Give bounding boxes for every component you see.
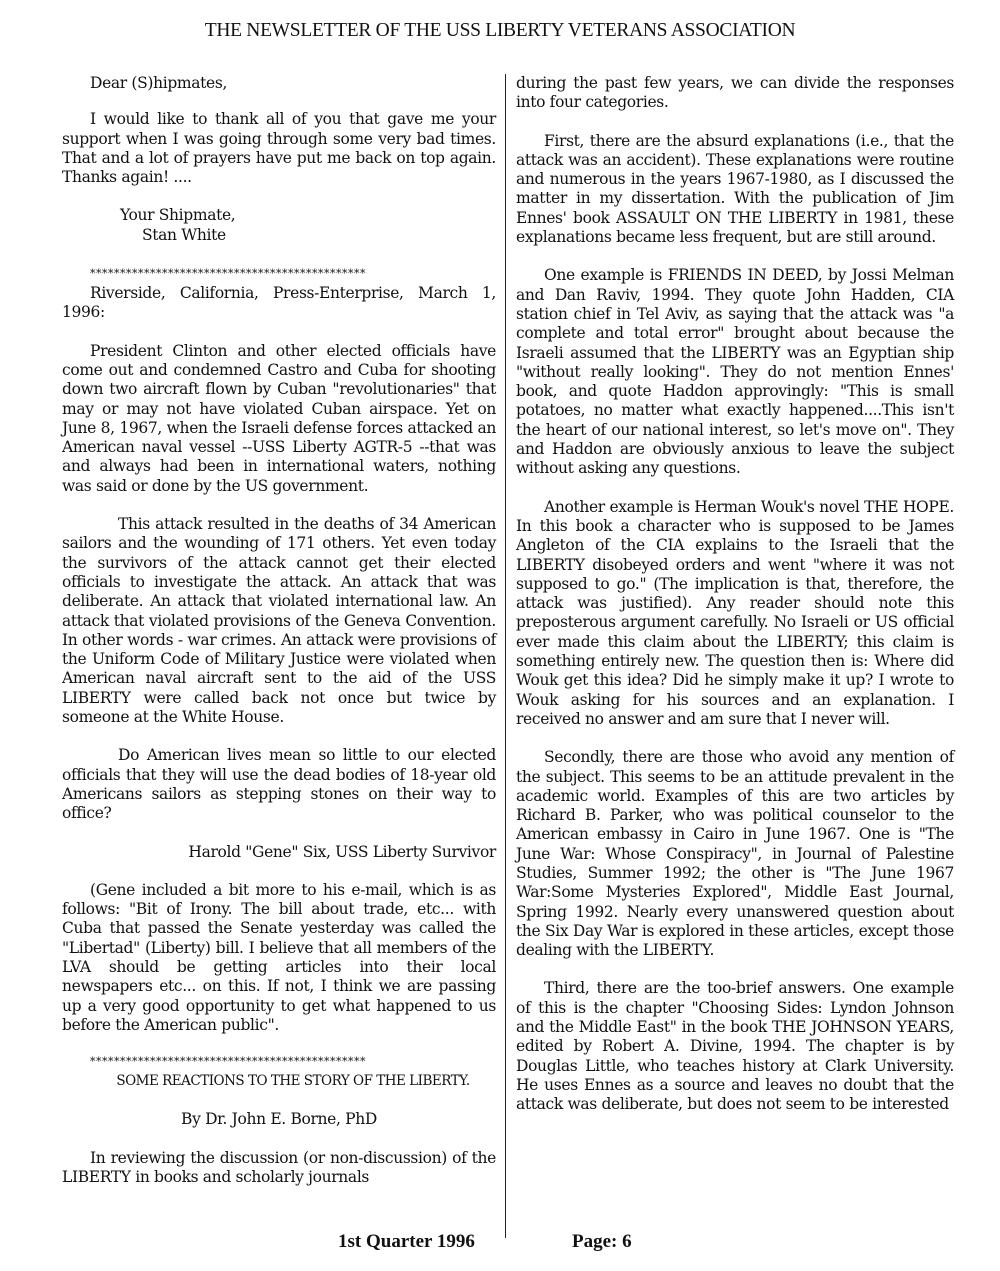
article-paragraph: Do American lives mean so little to our elected officials that they will use the dead bodies of 18-year old Americans sailors as stepping stones on their way to office? xyxy=(62,746,496,823)
article-paragraph: In reviewing the discussion (or non-discussion) of the LIBERTY in books and scholarly journals xyxy=(62,1148,496,1187)
article-attribution: Harold "Gene" Six, USS Liberty Survivor xyxy=(188,842,496,861)
footer-issue-quarter: 1st Quarter 1996 xyxy=(338,1231,475,1252)
article-paragraph: (Gene included a bit more to his e-mail, which is as follows: "Bit of Irony. The bill about trade, etc... with Cuba that passed the Senate yesterday was called the "Libertad" (Liberty) bill. I believe that all members of the LVA should be getting articles into their local newspapers etc... on this. If not, I think we are passing up a very good opportunity to get what happened to us before the American public". xyxy=(62,880,496,1034)
article-paragraph: This attack resulted in the deaths of 34 American sailors and the wounding of 171 others. Yet even today the survivors of the attack cannot get their elected officials to investigate the attack. An attack that was deliberate. An attack that violated international law. An attack that violated provisions of the Geneva Convention. In other words - war crimes. An attack were provisions of the Uniform Code of Military Justice were violated when American naval aircraft sent to the aid of the USS LIBERTY were called back not once but twice by someone at the White House. xyxy=(62,515,496,727)
footer-page-number: Page: 6 xyxy=(572,1231,632,1252)
letter-signature xyxy=(120,206,496,245)
section-divider-stars: ********************************************** xyxy=(90,1055,366,1069)
right-column xyxy=(516,74,954,1134)
article-paragraph: President Clinton and other elected officials have come out and condemned Castro and Cuba for shooting down two aircraft flown by Cuban "revolutionaries" that may or may not have violated Cuban airspace. Yet on June 8, 1967, when the Israeli defense forces attacked an American naval vessel --USS Liberty AGTR-5 --that was and always had been in international waters, nothing was said or done by the US government. xyxy=(62,341,496,495)
article-dateline: Riverside, California, Press-Enterprise, March 1, 1996: xyxy=(62,284,496,322)
article-byline: By Dr. John E. Borne, PhD xyxy=(181,1110,377,1129)
newsletter-masthead: THE NEWSLETTER OF THE USS LIBERTY VETERANS ASSOCIATION xyxy=(204,20,796,41)
letter-greeting: Dear (S)hipmates, xyxy=(90,74,228,92)
article-paragraph: First, there are the absurd explanations (i.e., that the attack was an accident). These explanations were routine and numerous in the years 1967-1980, as I discussed the matter in my dissertation. With the publication of Jim Ennes' book ASSAULT ON THE LIBERTY in 1981, these explanations became less frequent, but are still around. xyxy=(516,131,954,247)
article-paragraph: Third, there are the too-brief answers. One example of this is the chapter "Choosing Sides: Lyndon Johnson and the Middle East" in the book THE JOHNSON YEARS, edited by Robert A. Divine, 1994. The chapter is by Douglas Little, who teaches history at Clark University. He uses Ennes as a source and leaves no doubt that the attack was deliberate, but does not seem to be interested xyxy=(516,979,954,1114)
article-paragraph: One example is FRIENDS IN DEED, by Jossi Melman and Dan Raviv, 1994. They quote John Hadden, CIA station chief in Tel Aviv, as saying that the attack was "a complete and total error" brought about because the Israeli assumed that the LIBERTY was an Egyptian ship "without really looking". They do not mention Ennes' book, and quote Haddon approvingly: "This is small potatoes, no matter what exactly happened....This isn't the heart of our national interest, so let's move on". They and Haddon are obviously anxious to leave the subject without asking any questions. xyxy=(516,266,954,478)
letter-thanks-paragraph: I would like to thank all of you that gave me your support when I was going through some very bad times. That and a lot of prayers have put me back on top again. Thanks again! .... xyxy=(62,110,496,187)
left-column xyxy=(62,74,496,1206)
article-paragraph: during the past few years, we can divide the responses into four categories. xyxy=(516,74,954,112)
article-paragraph: Another example is Herman Wouk's novel THE HOPE. In this book a character who is supposed to be James Angleton of the CIA explains to the Israeli that the LIBERTY disobeyed orders and went "where it was not supposed to go." (The implication is that, therefore, the attack was justified). Any reader should note this preposterous argument carefully. No Israeli or US official ever made this claim about the LIBERTY; this claim is something entirely new. The question then is: Where did Wouk get this idea? Did he simply make it up? I wrote to Wouk asking for his sources and an explanation. I received no answer and am sure that I never will. xyxy=(516,497,954,728)
signature-closing: Your Shipmate, xyxy=(120,206,236,225)
article-title: SOME REACTIONS TO THE STORY OF THE LIBERTY. xyxy=(116,1073,470,1090)
signature-name: Stan White xyxy=(142,225,226,244)
article-paragraph: Secondly, there are those who avoid any mention of the subject. This seems to be an attitude prevalent in the academic world. Examples of this are two articles by Richard B. Parker, who was political counselor to the American embassy in Cairo in June 1967. One is "The June War: Whose Conspiracy", in Journal of Palestine Studies, Summer 1992; the other is "The June 1967 War:Some Mysteries Explored", Middle East Journal, Spring 1992. Nearly every unanswered question about the Six Day War is explored in these articles, except those dealing with the LIBERTY. xyxy=(516,748,954,960)
column-divider xyxy=(505,74,506,1238)
section-divider-stars: ********************************************** xyxy=(90,267,366,281)
